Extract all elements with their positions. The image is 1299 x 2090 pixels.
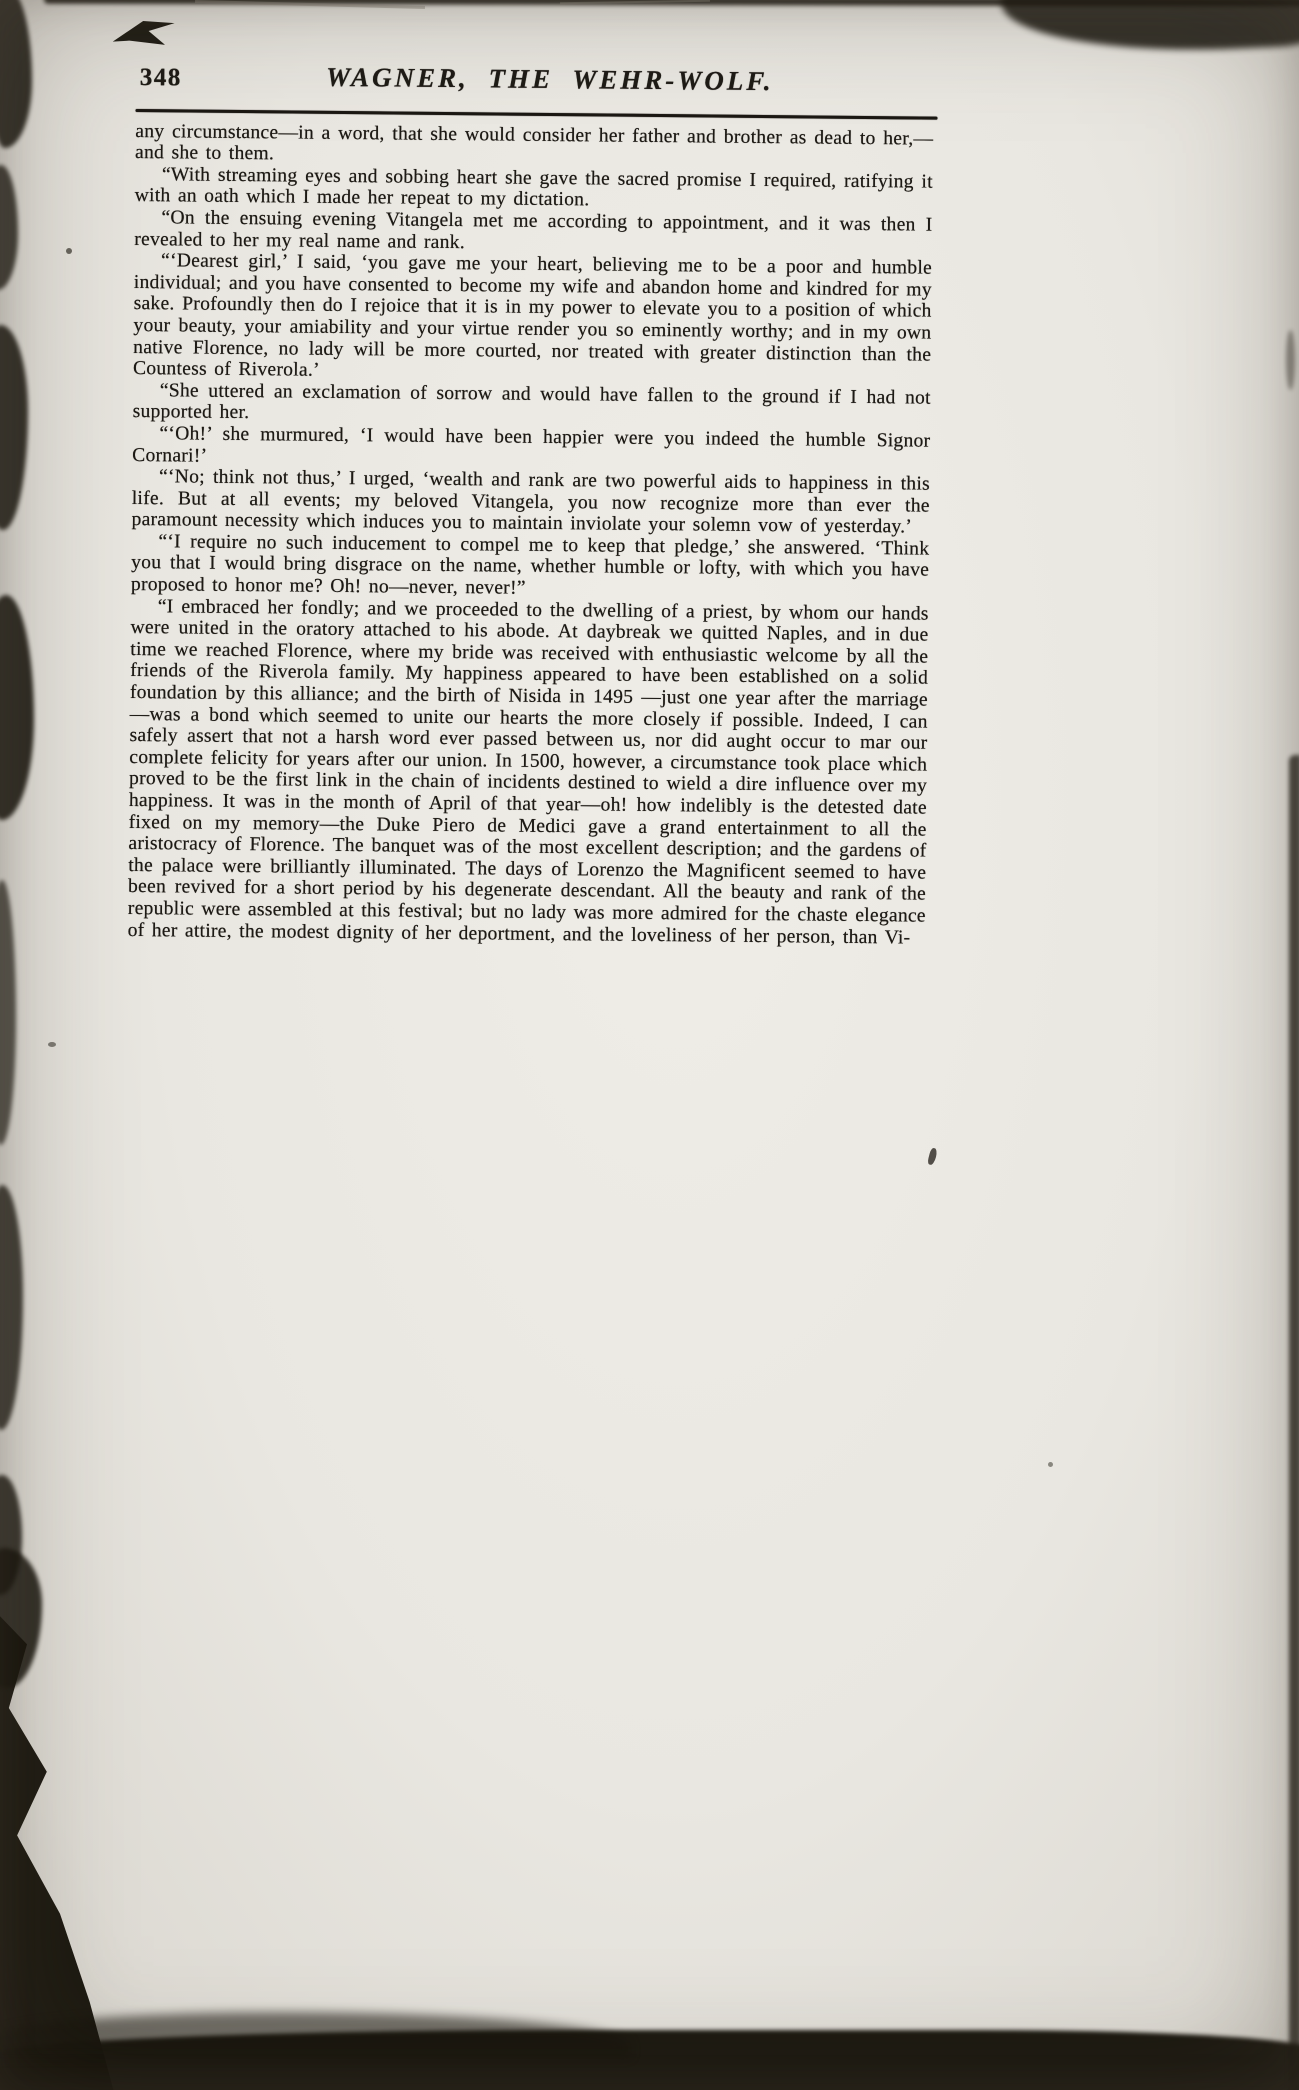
ink-fleck [1286, 330, 1295, 390]
paragraph: “‘No; think not thus,’ I urged, ‘wealth and rank are two powerful aids to happiness in this life. But at all events; my beloved Vitangela, you now recognize more than ever the paramount necessity which induces you to maintain inviolate your solemn vow of yesterday.’ [131, 466, 931, 538]
header-rule [136, 109, 938, 119]
paragraph: “With streaming eyes and sobbing heart she gave the sacred promise I required, ratifying it with an oath which I made her repeat to my dictation. [134, 164, 933, 211]
paragraph: “On the ensuing evening Vitangela met me according to appointment, and it was then I revealed to her my real name and rank. [134, 207, 933, 253]
torn-right-edge [1289, 755, 1299, 2090]
ink-speck [48, 1042, 56, 1047]
ink-blot [0, 880, 16, 1145]
ink-blot [0, 325, 28, 530]
paragraph: “She uttered an exclamation of sorrow and would have fallen to the ground if I had not supported her. [132, 379, 931, 424]
paragraph: “‘Dearest girl,’ I said, ‘you gave me your heart, believing me to be a poor and humble individual; and you have consented to become my wife and abandon home and kindred for my sake. Profoundly then do I rejoice that it is in my power to elevate you to a position of which your beauty, your amiability and your virtue render you so eminently worthy; and in my own native Florence, no lady will be more courted, nor treated with greater distinction than the Countess of Riverola.’ [132, 250, 933, 381]
paragraph: “‘I require no such inducement to compel me to keep that pledge,’ she answered. ‘Think you that I would bring disgrace on the name, whether humble or lofty, with which you have proposed to honor me? Oh! no—never, never!” [130, 531, 930, 599]
running-header [136, 60, 934, 106]
paragraph: any circumstance—in a word, that she would consider her father and brother as dead to her,—and she to them. [135, 120, 934, 165]
paragraph: “‘Oh!’ she murmured, ‘I would have been happier were you indeed the humble Signor Cornari!’ [132, 423, 931, 467]
page-number: 348 [139, 64, 182, 92]
arrow-ink-mark [110, 16, 177, 53]
ink-blot [0, 165, 18, 290]
ink-speck [66, 248, 72, 254]
ink-blot [0, 1548, 42, 1688]
paragraph: “I embraced her fondly; and we proceeded to the dwelling of a priest, by whom our hands were united in the oratory attached to his abode. At daybreak we quitted Naples, and in due time we reached Florence, where my bride was received with enthusiastic welcome by all the friends of the Riverola family. My happiness appeared to have been established on a solid foundation by this alliance; and the birth of Nisida in 1495 —just one year after the marriage—was a bond which seemed to unite our hearts the more closely if possible. Indeed, I can safely assert that not a harsh word ever passed between us, nor did aught occur to mar our complete felicity for years after our union. In 1500, however, a circumstance took place which proved to be the first link in the chain of incidents destined to wield a dire influence over my happiness. It was in the month of April of that year—oh! how indelibly is the detested date fixed on my memory—the Duke Piero de Medici gave a grand entertainment to all the aristocracy of Florence. The banquet was of the most excellent description; and the gardens of the palace were brilliantly illuminated. The days of Lorenzo the Magnificent seemed to have been revived for a short period by his degenerate descendant. All the beauty and rank of the republic were assembled at this festival; but no lady was more admired for the chaste elegance of her attire, the modest dignity of her deportment, and the loveliness of her person, than Vi- [127, 595, 929, 949]
ink-blot [0, 595, 34, 820]
ink-smudge [1001, 0, 1299, 59]
stray-ink-mark [927, 1147, 938, 1165]
ink-speck [1048, 1462, 1053, 1467]
page-body [128, 121, 934, 949]
ink-smudge [0, 2012, 630, 2057]
ink-blot [0, 1185, 23, 1430]
ink-blot [0, 0, 32, 148]
printed-text-block [128, 60, 934, 949]
page-title: WAGNER, THE WEHR-WOLF. [325, 61, 774, 97]
